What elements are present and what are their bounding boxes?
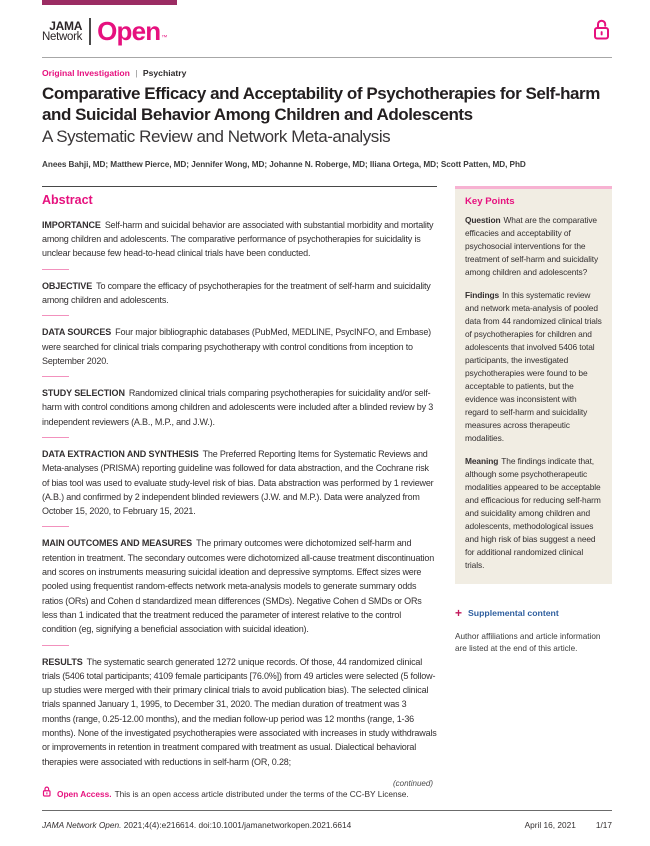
section-divider: [42, 645, 69, 646]
section-label: DATA SOURCES: [42, 327, 112, 338]
article-title: Comparative Efficacy and Acceptability of Psychotherapies for Self-harm and Suicidal Behavior Among Children and Adolescents: [42, 84, 600, 124]
section-label: IMPORTANCE: [42, 219, 101, 230]
citation-row: [42, 820, 612, 830]
section-divider: [42, 269, 69, 270]
brand-open-text: Open™: [97, 16, 167, 46]
key-point-findings: [465, 289, 602, 445]
section-divider: [42, 376, 69, 377]
sidebar-column: [455, 186, 612, 788]
section-text: The Preferred Reporting Items for Systematic Reviews and Meta-analyses (PRISMA) reporting guideline was followed for data abstraction, and the Cochrane risk of bias tool was used to evaluate study-level risk of bias. Data abstraction was performed by 1 reviewer (A.B.) and confirmed by 2 independent blinded reviewers (J.W. and M.P.). Data were analyzed from October 15, 2020, to February 15, 2021.: [42, 448, 434, 517]
abstract-section-data-sources: [42, 325, 437, 368]
header-rule: [42, 57, 612, 58]
journal-header: [42, 16, 612, 58]
key-point-question: [465, 214, 602, 279]
open-access-lock-icon: [592, 17, 612, 47]
open-access-lock-icon-small: [42, 785, 57, 803]
section-label: MAIN OUTCOMES AND MEASURES: [42, 538, 193, 549]
article-category-link[interactable]: Original Investigation: [42, 68, 130, 78]
open-access-row: [42, 785, 612, 803]
key-point-label: Question: [465, 214, 501, 225]
brand-divider: [89, 18, 91, 45]
page-footer: [42, 785, 612, 830]
section-text: The primary outcomes were dichotomized self-harm and retention in treatment. The secondary outcomes were dichotomized all-cause treatment discontinuation and scores on instruments measuring suicidal ideation and depressive symptoms. Effect sizes were pooled using frequentist random-effects network meta-analysis models to generate summary odds ratios (ORs) and Cohen d standardized mean differences (SMDs). Negative Cohen d SMDs or ORs less than 1 indicated that the treatment reduced the parameter of interest relative to the control condition (eg, signifying a beneficial association with suicidal ideation).: [42, 538, 435, 635]
section-divider: [42, 315, 69, 316]
abstract-section-study-selection: [42, 386, 437, 429]
citation-journal: JAMA Network Open.: [42, 820, 122, 830]
kicker-separator: |: [135, 68, 138, 78]
abstract-top-rule: [42, 186, 437, 187]
trademark-symbol: ™: [161, 35, 167, 41]
key-point-label: Findings: [465, 289, 500, 300]
article-kicker: [42, 68, 612, 78]
article-body: [42, 186, 612, 788]
article-subtitle: A Systematic Review and Network Meta-analysis: [42, 127, 391, 147]
key-point-text: What are the comparative efficacies and acceptability of psychosocial interventions for the treatment of self-harm and suicidality among children and adolescents?: [465, 214, 599, 277]
brand-network-text: Network: [42, 30, 83, 43]
section-text: Self-harm and suicidal behavior are associated with substantial morbidity and mortality among children and adolescents. The comparative performance of psychotherapies for suicidality is unclear because few head-to-head clinical trials have been conducted.: [42, 219, 434, 259]
brand-topbar: [42, 0, 177, 5]
open-access-statement: [57, 789, 409, 799]
open-access-label: Open Access.: [57, 789, 112, 799]
key-point-label: Meaning: [465, 455, 499, 466]
key-points-heading: Key Points: [465, 195, 515, 207]
section-text: Four major bibliographic databases (PubMed, MEDLINE, PsycINFO, and Embase) were searched for clinical trials comparing psychotherapy with control conditions from inception to September 2020.: [42, 327, 431, 366]
section-text: Randomized clinical trials comparing psychotherapies for suicidality and/or self-harm with control conditions among children and adolescents were included after a blinded review by 3 independent reviewers (A.B., M.P., and J.W.).: [42, 388, 434, 427]
key-point-text: The findings indicate that, although some psychotherapeutic modalities appeared to be acceptable and efficacious for reducing self-harm and suicidality among children and adolescents, methodological issues and high risk of bias suggest a need for additional randomized clinical trials.: [465, 455, 601, 570]
section-divider: [42, 526, 69, 527]
footer-rule: [42, 810, 612, 811]
brand-jama-text: JAMA: [49, 18, 83, 33]
abstract-heading: Abstract: [42, 192, 93, 207]
key-point-text: In this systematic review and network meta-analysis of pooled data from 44 randomized clinical trials of psychotherapies for children and adolescents that involved 5406 total participants, the investigated psychotherapies were found to be acceptable to patients, but the evidence was inconsistent with regard to self-harm and suicidality measures across therapeutic modalities.: [465, 289, 602, 443]
jama-network-open-logo[interactable]: [42, 16, 166, 47]
open-access-text: This is an open access article distributed under the terms of the CC-BY License.: [114, 789, 409, 799]
citation: [42, 820, 351, 830]
section-text: The systematic search generated 1272 unique records. Of those, 44 randomized clinical trials (5406 total participants; 4109 female participants [76.0%]) from 49 articles were selected (5 follow-up studies were merged with their primary clinical trials to avoid publication bias). The selected clinical trials spanned January 1, 1995, to December 31, 2020. The median duration of treatment was 3 months (range, 0.25-12.00 months), and the median follow-up period was 12 months (range, 1-36 months). None of the investigated psychotherapies were associated with increases in study withdrawals or improvements in retention in treatment compared with treatment as usual. Dialectical behavioral therapies were associated with reductions in self-harm (OR, 0.28;: [42, 656, 437, 767]
abstract-section-results: [42, 655, 437, 769]
affiliations-note: Author affiliations and article information are listed at the end of this article.: [455, 631, 601, 654]
abstract-section-main-outcomes: [42, 536, 437, 636]
section-label: OBJECTIVE: [42, 280, 93, 291]
key-point-meaning: [465, 455, 602, 572]
section-label: RESULTS: [42, 656, 83, 667]
continued-marker: (continued): [392, 778, 433, 788]
abstract-column: [42, 186, 437, 788]
author-list: Anees Bahji, MD; Matthew Pierce, MD; Jennifer Wong, MD; Johanne N. Roberge, MD; Iliana Ortega, MD; Scott Patten, MD, PhD: [42, 159, 526, 169]
abstract-section-data-extraction: [42, 447, 437, 518]
supplemental-content-label: Supplemental content: [468, 607, 559, 618]
plus-icon: +: [455, 605, 463, 620]
citation-meta: [525, 820, 612, 830]
section-divider: [42, 437, 69, 438]
page-number: 1/17: [595, 820, 612, 830]
abstract-section-importance: [42, 218, 437, 261]
section-label: STUDY SELECTION: [42, 388, 125, 399]
publication-date: April 16, 2021: [524, 820, 576, 830]
section-label: DATA EXTRACTION AND SYNTHESIS: [42, 448, 199, 459]
citation-details: 2021;4(4):e216614. doi:10.1001/jamanetworkopen.2021.6614: [121, 820, 352, 830]
article-topic-link[interactable]: Psychiatry: [142, 68, 187, 78]
abstract-section-objective: [42, 279, 437, 308]
key-points-box: [455, 186, 612, 584]
supplemental-content-link[interactable]: [455, 605, 612, 620]
section-text: To compare the efficacy of psychotherapies for the treatment of self-harm and suicidality among children and adolescents.: [42, 280, 431, 305]
